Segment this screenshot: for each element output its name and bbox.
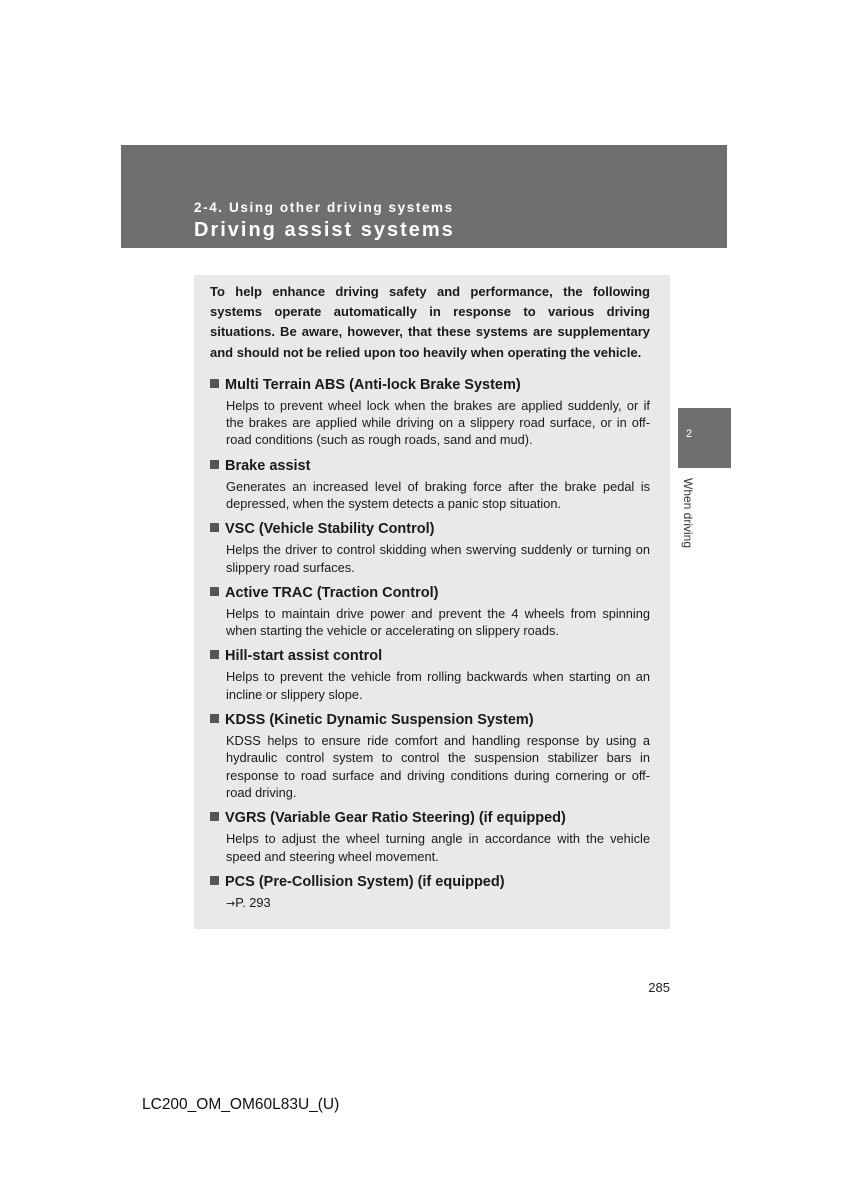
chapter-side-tab <box>678 408 731 468</box>
page-title: Driving assist systems <box>194 219 455 241</box>
square-bullet-icon <box>210 812 219 821</box>
item-body: KDSS helps to ensure ride comfort and handling response by using a hydraulic control system to control the suspension stabilizer bars in response to road surface and driving conditions during cornering or off-road driving. <box>226 733 650 800</box>
item-heading <box>210 375 650 395</box>
item-brake-assist <box>210 456 650 513</box>
item-body: Helps to prevent wheel lock when the brakes are applied suddenly, or if the brakes are applied while driving on a slippery road surface, or in off-road conditions (such as rough roads, sand and mud). <box>226 397 650 448</box>
item-heading-text: Brake assist <box>225 457 311 474</box>
page-number: 285 <box>648 980 670 995</box>
item-active-trac <box>210 583 650 640</box>
item-heading-text: PCS (Pre-Collision System) (if equipped) <box>225 873 505 890</box>
intro-paragraph: To help enhance driving safety and performance, the following systems operate automatically in response to various driving situations. Be aware, however, that these systems are supplementary and should not be relied upon too heavily when operating the vehicle. <box>210 284 650 360</box>
chapter-number: 2 <box>686 428 693 440</box>
item-vgrs <box>210 808 650 865</box>
item-body: Helps to maintain drive power and prevent the 4 wheels from spinning when starting the vehicle or accelerating on slippery roads. <box>226 605 650 639</box>
item-body: Generates an increased level of braking force after the brake pedal is depressed, when the system detects a panic stop situation. <box>226 478 650 511</box>
item-heading-text: Multi Terrain ABS (Anti-lock Brake System) <box>225 376 521 393</box>
item-heading-text: KDSS (Kinetic Dynamic Suspension System) <box>225 712 534 729</box>
item-heading-text: VGRS (Variable Gear Ratio Steering) (if equipped) <box>225 810 566 827</box>
item-body: Helps to prevent the vehicle from rolling backwards when starting on an incline or slippery slope. <box>226 669 650 702</box>
footer-document-code: LC200_OM_OM60L83U_(U) <box>142 1096 340 1113</box>
chapter-label: When driving <box>681 478 695 549</box>
chapter-header-band <box>121 145 727 248</box>
page-reference <box>226 894 650 912</box>
item-body: Helps the driver to control skidding when swerving suddenly or turning on slippery road surfaces. <box>226 542 650 575</box>
item-heading <box>210 583 650 603</box>
item-kdss <box>210 710 650 801</box>
section-label: 2-4. Using other driving systems <box>194 200 454 215</box>
square-bullet-icon <box>210 714 219 723</box>
item-heading-text: Active TRAC (Traction Control) <box>225 584 439 601</box>
square-bullet-icon <box>210 876 219 885</box>
item-hill-start-assist <box>210 646 650 703</box>
arrow-right-icon: → <box>226 896 236 910</box>
square-bullet-icon <box>210 523 219 532</box>
content-box <box>194 275 670 929</box>
item-heading <box>210 646 650 666</box>
item-heading <box>210 710 650 730</box>
item-heading-text: VSC (Vehicle Stability Control) <box>225 521 435 538</box>
item-multi-terrain-abs <box>210 375 650 449</box>
item-heading-text: Hill-start assist control <box>225 648 383 665</box>
item-heading <box>210 456 650 476</box>
square-bullet-icon <box>210 379 219 388</box>
square-bullet-icon <box>210 650 219 659</box>
square-bullet-icon <box>210 460 219 469</box>
item-heading <box>210 519 650 539</box>
item-body: Helps to adjust the wheel turning angle in accordance with the vehicle speed and steering wheel movement. <box>226 831 650 864</box>
item-pcs <box>210 872 650 912</box>
page-reference-text: P. 293 <box>235 894 271 910</box>
item-heading <box>210 872 650 892</box>
item-heading <box>210 808 650 828</box>
square-bullet-icon <box>210 587 219 596</box>
item-vsc <box>210 519 650 576</box>
